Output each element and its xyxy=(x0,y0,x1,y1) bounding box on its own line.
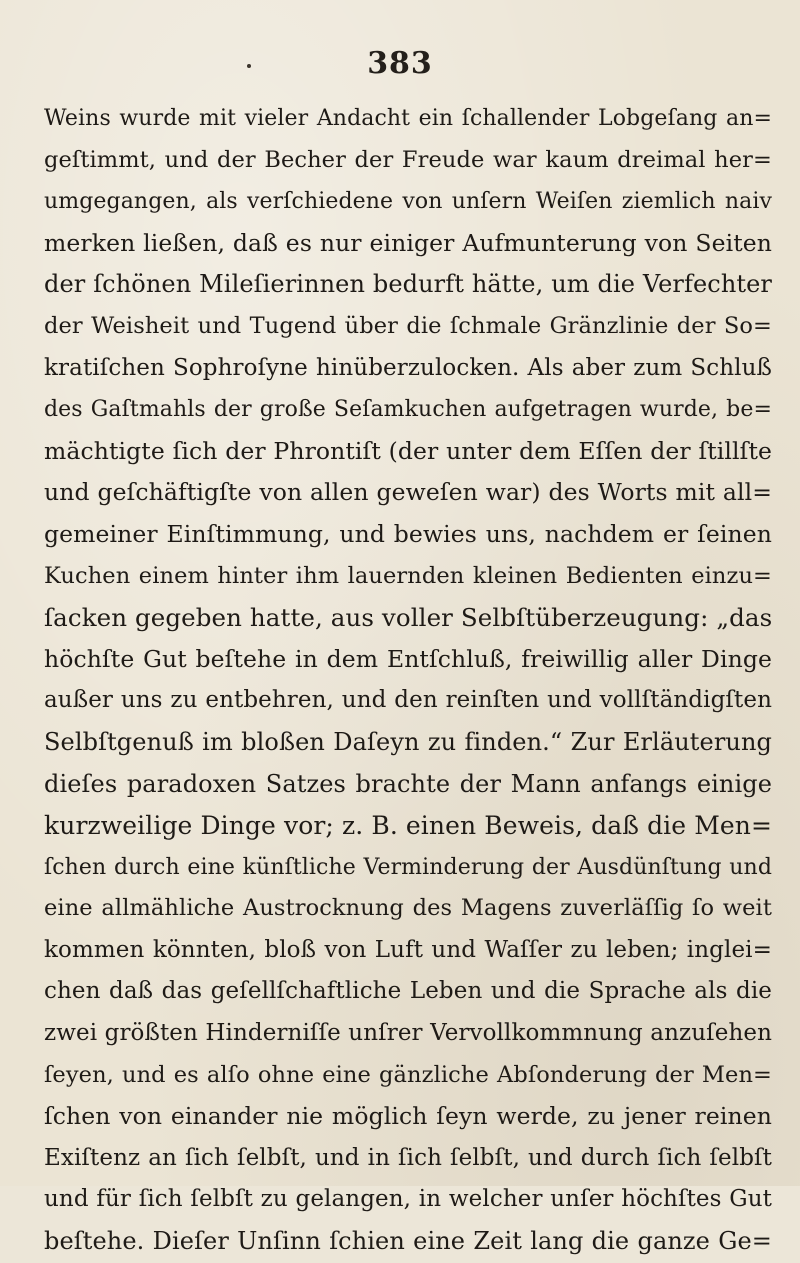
text-line: beſtehe. Dieſer Unſinn ſchien eine Zeit lang die ganze Ge= xyxy=(44,1227,772,1256)
text-line: ſchen durch eine künſtliche Verminderung der Ausdünſtung und xyxy=(44,854,772,880)
text-line: ſchen von einander nie möglich ſeyn werde, zu jener reinen xyxy=(44,1102,772,1131)
text-line: Weins wurde mit vieler Andacht ein ſchallender Lobgeſang an= xyxy=(44,106,772,131)
text-line: ſacken gegeben hatte, aus voller Selbſtüberzeugung: „das xyxy=(44,603,772,633)
text-line: gemeiner Einſtimmung, und bewies uns, nachdem er ſeinen xyxy=(44,519,772,548)
text-line: und für ſich ſelbſt zu gelangen, in welcher unſer höchſtes Gut xyxy=(44,1186,772,1213)
ink-speck xyxy=(247,64,251,68)
text-line: und geſchäftigſte von allen geweſen war) des Worts mit all= xyxy=(44,478,772,507)
text-line: der ſchönen Mileſierinnen bedurft hätte, um die Verfechter xyxy=(44,270,772,299)
text-line: eine allmähliche Austrocknung des Magens zuverläſſig ſo weit xyxy=(44,895,772,922)
text-line: umgegangen, als verſchiedene von unſern Weiſen ziemlich naiv xyxy=(44,189,772,215)
text-line: Kuchen einem hinter ihm lauernden kleinen Bedienten einzu= xyxy=(44,562,772,589)
text-line: chen daß das geſellſchaftliche Leben und die Sprache als die xyxy=(44,978,772,1005)
text-line: kratiſchen Sophroſyne hinüberzulocken. Als aber zum Schluß xyxy=(44,354,772,381)
body-text xyxy=(44,98,772,1263)
text-line: Exiſtenz an ſich ſelbſt, und in ſich ſelbſt, und durch ſich ſelbſt xyxy=(44,1144,772,1171)
text-line: Selbſtgenuß im bloßen Daſeyn zu finden.“ Zur Erläuterung xyxy=(44,727,772,756)
text-line: kommen könnten, bloß von Luft und Waſſer zu leben; inglei= xyxy=(44,936,772,963)
text-line: der Weisheit und Tugend über die ſchmale Gränzlinie der So= xyxy=(44,312,772,339)
page-number: 383 xyxy=(367,46,433,81)
text-line: dieſes paradoxen Satzes brachte der Mann anfangs einige xyxy=(44,769,772,798)
text-line: ſeyen, und es alſo ohne eine gänzliche Abſonderung der Men= xyxy=(44,1061,772,1088)
text-line: kurzweilige Dinge vor; z. B. einen Beweis, daß die Men= xyxy=(44,811,772,841)
text-line: des Gaſtmahls der große Seſamkuchen aufgetragen wurde, be= xyxy=(44,397,772,423)
text-line: zwei größten Hinderniſſe unſrer Vervollkommnung anzuſehen xyxy=(44,1020,772,1047)
text-line: merken ließen, daß es nur einiger Aufmunterung von Seiten xyxy=(44,228,772,257)
text-line: außer uns zu entbehren, und den reinſten und vollſtändigſten xyxy=(44,687,772,714)
text-line: höchſte Gut beſtehe in dem Entſchluß, freiwillig aller Dinge xyxy=(44,644,772,673)
text-line: mächtigte ſich der Phrontiſt (der unter dem Eſſen der ſtillſte xyxy=(44,436,772,465)
text-line: geſtimmt, und der Becher der Freude war kaum dreimal her= xyxy=(44,146,772,173)
